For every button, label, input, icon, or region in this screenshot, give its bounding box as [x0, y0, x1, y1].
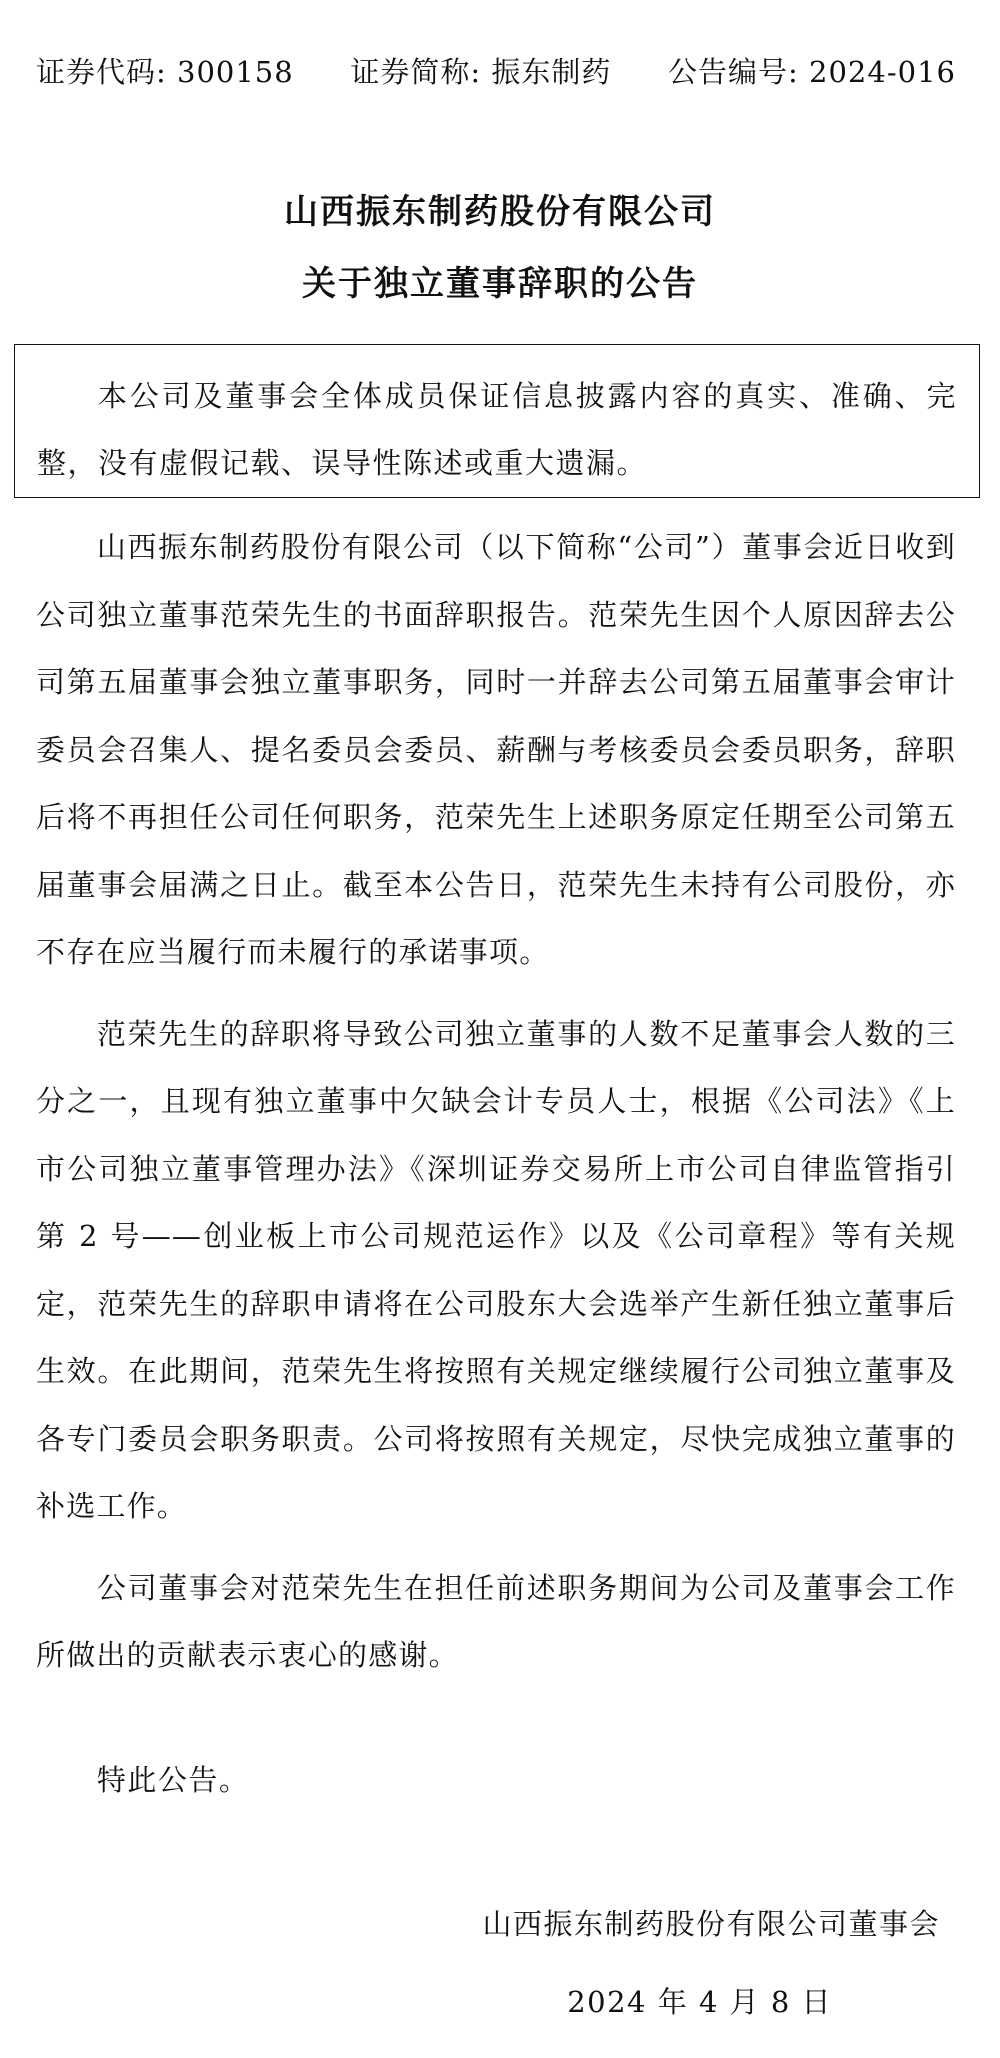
document-header: [36, 50, 956, 91]
company-title: 山西振东制药股份有限公司: [284, 192, 716, 232]
announcement-number: 公告编号: 2024-016: [668, 55, 956, 89]
disclosure-notice-box: 本公司及董事会全体成员保证信息披露内容的真实、准确、完整，没有虚假记载、误导性陈述或重大遗漏。: [14, 344, 980, 498]
stock-code: 证券代码: 300158: [36, 55, 294, 89]
signature-date: 2024 年 4 月 8 日: [567, 1985, 832, 2019]
body-paragraph: 山西振东制药股份有限公司（以下简称“公司”）董事会近日收到公司独立董事范荣先生的书面辞职报告。范荣先生因个人原因辞去公司第五届董事会独立董事职务，同时一并辞去公司第五届董事会审计委员会召集人、提名委员会委员、薪酬与考核委员会委员职务，辞职后将不再担任公司任何职务，范荣先生上述职务原定任期至公司第五届董事会届满之日止。截至本公告日，范荣先生未持有公司股份，亦不存在应当履行而未履行的承诺事项。: [36, 530, 956, 969]
closing-statement: 特此公告。: [96, 1763, 250, 1797]
stock-name: 证券简称: 振东制药: [350, 55, 612, 89]
body-paragraph: 公司董事会对范荣先生在担任前述职务期间为公司及董事会工作所做出的贡献表示衷心的感谢。: [36, 1570, 956, 1672]
announcement-title: 关于独立董事辞职的公告: [302, 264, 698, 304]
signature-company: 山西振东制药股份有限公司董事会: [482, 1907, 940, 1941]
body-paragraph: 范荣先生的辞职将导致公司独立董事的人数不足董事会人数的三分之一，且现有独立董事中欠缺会计专员人士，根据《公司法》《上市公司独立董事管理办法》《深圳证券交易所上市公司自律监管指引第 2 号——创业板上市公司规范运作》以及《公司章程》等有关规定，范荣先生的辞职申请将在公司股东大会选举产生新任独立董事后生效。在此期间，范荣先生将按照有关规定继续履行公司独立董事及各专门委员会职务职责。公司将按照有关规定，尽快完成独立董事的补选工作。: [36, 1016, 956, 1523]
announcement-body: [36, 514, 956, 1690]
